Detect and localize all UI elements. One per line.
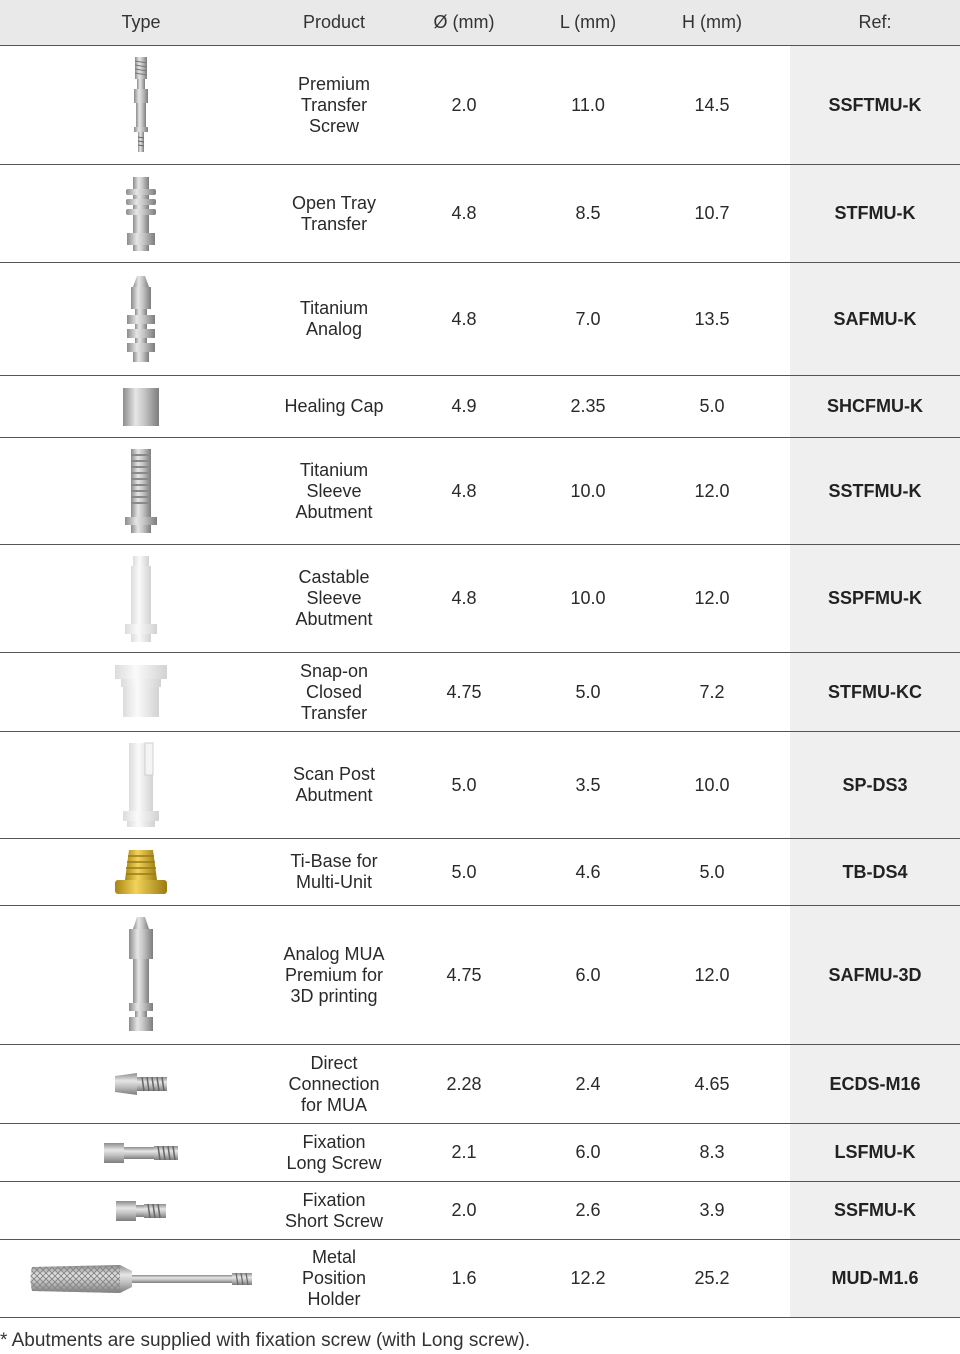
length-value: 4.6: [542, 839, 634, 906]
diameter-value: 4.8: [386, 263, 542, 376]
healing-cap-icon: [0, 376, 282, 438]
open-tray-transfer-icon: [0, 165, 282, 263]
height-value: 5.0: [634, 376, 790, 438]
table-row: [0, 165, 960, 263]
product-name: Premium Transfer Screw: [282, 46, 386, 165]
length-value: 2.4: [542, 1045, 634, 1124]
height-value: 25.2: [634, 1240, 790, 1318]
product-name: Metal Position Holder: [282, 1240, 386, 1318]
ref-code: SSFMU-K: [790, 1182, 960, 1240]
header-product: Product: [282, 0, 386, 46]
product-name: Titanium Analog: [282, 263, 386, 376]
diameter-value: 2.1: [386, 1124, 542, 1182]
product-name: Fixation Short Screw: [282, 1182, 386, 1240]
length-value: 6.0: [542, 1124, 634, 1182]
diameter-value: 4.8: [386, 438, 542, 545]
product-name: Analog MUA Premium for 3D printing: [282, 906, 386, 1045]
height-value: 5.0: [634, 839, 790, 906]
table-row: [0, 1124, 960, 1182]
ref-code: SSFTMU-K: [790, 46, 960, 165]
header-row: [0, 0, 960, 46]
header-length: L (mm): [542, 0, 634, 46]
length-value: 10.0: [542, 438, 634, 545]
snap-on-transfer-icon: [0, 653, 282, 732]
header-diameter: Ø (mm): [386, 0, 542, 46]
diameter-value: 5.0: [386, 839, 542, 906]
ref-code: TB-DS4: [790, 839, 960, 906]
header-ref: Ref:: [790, 0, 960, 46]
ref-code: MUD-M1.6: [790, 1240, 960, 1318]
diameter-value: 4.8: [386, 165, 542, 263]
product-name: Snap-on Closed Transfer: [282, 653, 386, 732]
length-value: 6.0: [542, 906, 634, 1045]
product-name: Scan Post Abutment: [282, 732, 386, 839]
height-value: 14.5: [634, 46, 790, 165]
ref-code: STFMU-K: [790, 165, 960, 263]
table-row: [0, 732, 960, 839]
ref-code: SHCFMU-K: [790, 376, 960, 438]
diameter-value: 2.28: [386, 1045, 542, 1124]
header-height: H (mm): [634, 0, 790, 46]
length-value: 12.2: [542, 1240, 634, 1318]
ref-code: SAFMU-K: [790, 263, 960, 376]
table-row: [0, 263, 960, 376]
header-type: Type: [0, 0, 282, 46]
ref-code: SP-DS3: [790, 732, 960, 839]
diameter-value: 5.0: [386, 732, 542, 839]
height-value: 3.9: [634, 1182, 790, 1240]
height-value: 12.0: [634, 906, 790, 1045]
ref-code: ECDS-M16: [790, 1045, 960, 1124]
table-row: [0, 839, 960, 906]
diameter-value: 4.75: [386, 906, 542, 1045]
length-value: 11.0: [542, 46, 634, 165]
diameter-value: 4.9: [386, 376, 542, 438]
footnote: * Abutments are supplied with fixation screw (with Long screw).: [0, 1330, 531, 1351]
ref-code: SSTFMU-K: [790, 438, 960, 545]
analog-mua-icon: [0, 906, 282, 1045]
table-row: [0, 1240, 960, 1318]
castable-sleeve-icon: [0, 545, 282, 653]
ti-base-icon: [0, 839, 282, 906]
product-name: Direct Connection for MUA: [282, 1045, 386, 1124]
short-screw-icon: [0, 1182, 282, 1240]
direct-connection-icon: [0, 1045, 282, 1124]
ref-code: SAFMU-3D: [790, 906, 960, 1045]
table-row: [0, 46, 960, 165]
diameter-value: 4.75: [386, 653, 542, 732]
diameter-value: 2.0: [386, 1182, 542, 1240]
length-value: 3.5: [542, 732, 634, 839]
length-value: 2.6: [542, 1182, 634, 1240]
ref-code: LSFMU-K: [790, 1124, 960, 1182]
length-value: 10.0: [542, 545, 634, 653]
product-name: Healing Cap: [282, 376, 386, 438]
height-value: 12.0: [634, 438, 790, 545]
ref-code: STFMU-KC: [790, 653, 960, 732]
table-row: [0, 653, 960, 732]
long-screw-icon: [0, 1124, 282, 1182]
product-name: Open Tray Transfer: [282, 165, 386, 263]
height-value: 7.2: [634, 653, 790, 732]
position-holder-icon: [0, 1240, 282, 1318]
length-value: 2.35: [542, 376, 634, 438]
product-name: Castable Sleeve Abutment: [282, 545, 386, 653]
length-value: 7.0: [542, 263, 634, 376]
ref-code: SSPFMU-K: [790, 545, 960, 653]
scan-post-icon: [0, 732, 282, 839]
titanium-sleeve-icon: [0, 438, 282, 545]
table-row: [0, 1045, 960, 1124]
table-row: [0, 438, 960, 545]
product-name: Titanium Sleeve Abutment: [282, 438, 386, 545]
titanium-analog-icon: [0, 263, 282, 376]
product-name: Fixation Long Screw: [282, 1124, 386, 1182]
height-value: 8.3: [634, 1124, 790, 1182]
table-row: [0, 545, 960, 653]
diameter-value: 4.8: [386, 545, 542, 653]
length-value: 8.5: [542, 165, 634, 263]
product-name: Ti-Base for Multi-Unit: [282, 839, 386, 906]
height-value: 13.5: [634, 263, 790, 376]
height-value: 10.7: [634, 165, 790, 263]
height-value: 10.0: [634, 732, 790, 839]
diameter-value: 1.6: [386, 1240, 542, 1318]
table-row: [0, 376, 960, 438]
diameter-value: 2.0: [386, 46, 542, 165]
length-value: 5.0: [542, 653, 634, 732]
table-row: [0, 1182, 960, 1240]
transfer-screw-icon: [0, 46, 282, 165]
table-row: [0, 906, 960, 1045]
height-value: 12.0: [634, 545, 790, 653]
height-value: 4.65: [634, 1045, 790, 1124]
